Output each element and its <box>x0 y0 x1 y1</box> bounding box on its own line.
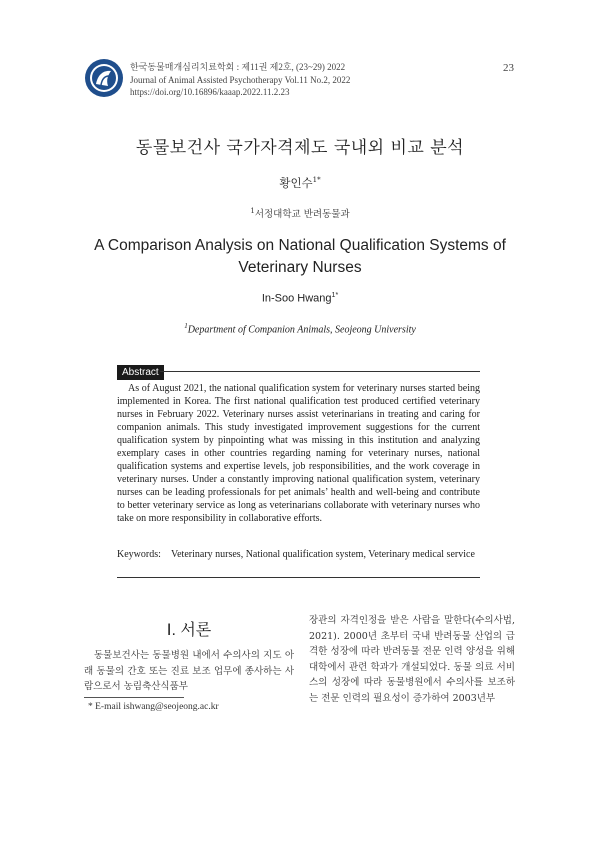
page-number: 23 <box>503 62 514 74</box>
abstract-top-rule <box>160 371 480 372</box>
title-korean: 동물보건사 국가자격제도 국내외 비교 분석 <box>135 138 465 158</box>
affil-text: 서정대학교 반려동물과 <box>254 209 350 220</box>
footnote-email: * E-mail ishwang@seojeong.ac.kr <box>88 702 219 712</box>
society-seal-icon <box>84 58 124 98</box>
journal-korean-line: 한국동물매개심리치료학회 : 제11권 제2호, (23~29) 2022 <box>130 62 346 72</box>
abstract-bottom-rule <box>117 577 480 578</box>
journal-header <box>84 58 524 104</box>
author-sup: 1* <box>312 176 321 185</box>
author-korean <box>0 175 600 191</box>
affil-text: Department of Companion Animals, Seojeong University <box>187 324 416 336</box>
affiliation-english <box>0 322 600 335</box>
section-heading: Ⅰ. 서론 <box>166 622 212 639</box>
body-right-column: 장관의 자격인정을 받은 사람을 말한다(수의사법, 2021). 2000년 초부터 국내 반려동물 산업의 급격한 성장에 따라 반려동물 전문 인력 양성을 위해 대학에서 관련 학과가 개설되었다. 동물 의료 서비스의 성장에 따라 동물병원에서 수의사를 보조하는 전문 인력의 필요성이 증가하여 2003년부 <box>309 615 515 704</box>
footnote-rule <box>84 697 184 698</box>
affil-sup: 1 <box>250 206 255 215</box>
keywords-text: Veterinary nurses, National qualification system, Veterinary medical service <box>171 549 475 560</box>
affil-sup: 1 <box>184 322 188 330</box>
journal-info <box>130 61 350 99</box>
doi-link[interactable]: https://doi.org/10.16896/kaaap.2022.11.2.23 <box>130 87 290 97</box>
author-name: 황인수 <box>279 176 313 190</box>
author-english <box>0 292 600 305</box>
abstract-label: Abstract <box>117 365 164 380</box>
journal-english-line: Journal of Animal Assisted Psychotherapy Vol.11 No.2, 2022 <box>130 74 351 85</box>
author-sup: 1* <box>331 292 339 299</box>
keywords-label: Keywords: <box>117 549 161 560</box>
affiliation-korean <box>0 206 600 220</box>
abstract-text: As of August 2021, the national qualification system for veterinary nurses started being implemented in Korea. The first national qualification test produced certified veterinary nurses in February 2022. Veterinary nurses assist veterinarians in treating and caring for companion animals. This study investigated improvement suggestions for the current qualification system by pinpointing what was missing in this institution and analyzing exemplary cases in other countries regarding naming for veterinary nurses, national qualification systems and expertise levels, job responsibilities, and the work coverage in veterinary nurses. Under a constantly improving national qualification system, veterinary nurses can be leading professionals for pet animals’ health and well-being and contribute to better veterinary service as long as veterinarians collaborate with veterinary nurses who take on more responsibility in collaborative efforts. <box>117 383 480 524</box>
author-name: In-Soo Hwang <box>261 292 332 305</box>
body-left-column: 동물보건사는 동물병원 내에서 수의사의 지도 아래 동물의 간호 또는 진료 보조 업무에 종사하는 사람으로서 농림축산식품부 <box>84 650 294 692</box>
title-english: A Comparison Analysis on National Qualification Systems of Veterinary Nurses <box>94 237 506 276</box>
